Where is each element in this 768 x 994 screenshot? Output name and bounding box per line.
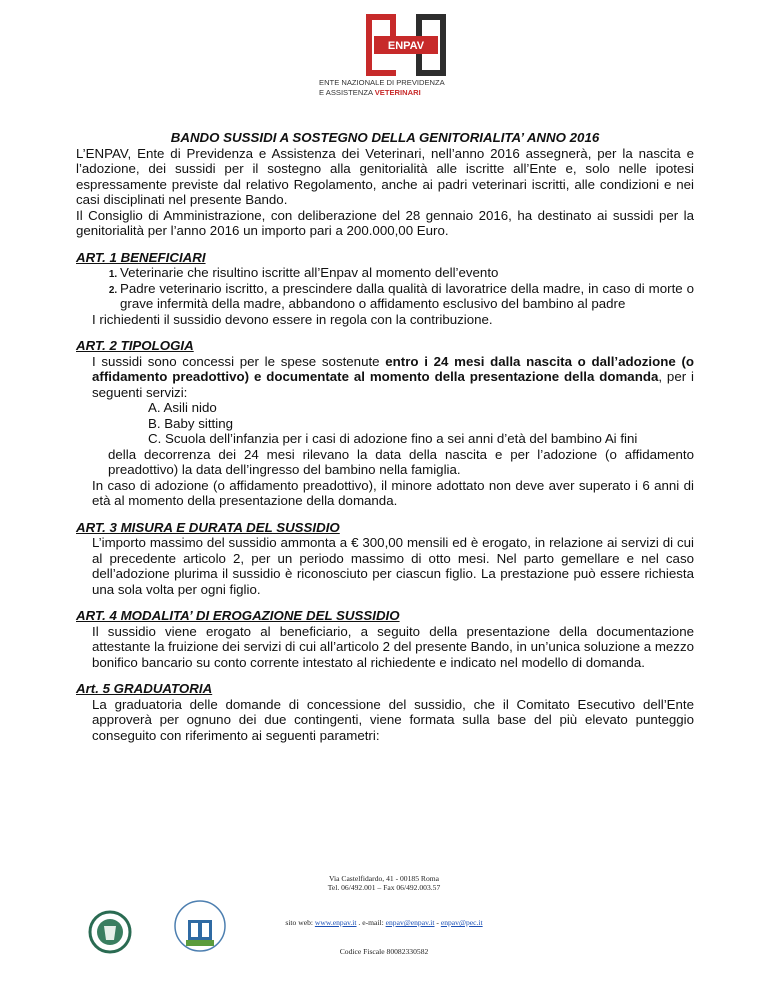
list-item: C. Scuola dell’infanzia per i casi di adozione fino a sei anni d’età del bambino Ai fini [148, 431, 638, 446]
quality-certification-icon [160, 896, 240, 956]
article-5-heading: Art. 5 GRADUATORIA [76, 681, 213, 696]
article-2-paragraph-2: In caso di adozione (o affidamento preadottivo), il minore adottato non deve aver superato i 6 anni di età al momento della presentazione della domanda. [92, 477, 694, 508]
org-name-veterinari: VETERINARI [374, 88, 421, 97]
article-1-note: I richiedenti il sussidio devono essere in regola con la contribuzione. [92, 311, 493, 327]
org-name-line2: E ASSISTENZA [319, 88, 375, 97]
accredia-seal-icon [88, 910, 132, 954]
article-4 [76, 608, 694, 670]
website-link[interactable]: www.enpav.it [314, 918, 357, 927]
article-3 [76, 520, 694, 598]
org-name-line1: ENTE NAZIONALE DI PREVIDENZA [319, 78, 445, 87]
article-5 [76, 681, 694, 743]
org-name [319, 78, 479, 98]
email-link[interactable]: enpav@enpav.it [385, 918, 435, 927]
article-4-heading: ART. 4 MODALITA’ DI EROGAZIONE DEL SUSSIDIO [76, 608, 400, 623]
article-1-heading: ART. 1 BENEFICIARI [76, 249, 206, 265]
article-2-heading: ART. 2 TIPOLOGIA [76, 338, 194, 353]
servizi-list [76, 400, 694, 447]
phone-line: Tel. 06/492.001 – Fax 06/492.003.57 [327, 883, 441, 892]
pec-email-link[interactable]: enpav@pec.it [440, 918, 483, 927]
footer-contacts: sito web: www.enpav.it . e-mail: enpav@enpav.it - enpav@pec.it [285, 918, 483, 927]
document-body [76, 130, 694, 743]
beneficiari-list [76, 265, 694, 312]
address-line: Via Castelfidardo, 41 - 00185 Roma [328, 874, 440, 883]
article-4-text: Il sussidio viene erogato al beneficiario, a seguito della presentazione della documentazione attestante la fruizione dei servizi di cui all’articolo 2 del presente Bando, in un’unica soluzione a mezzo bonifico bancario su conto corrente intestato al richiedente e indicato nel modello di domanda. [92, 623, 694, 670]
article-3-heading: ART. 3 MISURA E DURATA DEL SUSSIDIO [76, 519, 340, 535]
intro-paragraph: L’ENPAV, Ente di Previdenza e Assistenza dei Veterinari, nell’anno 2016 assegnerà, per la nascita e l’adozione, dei sussidi per il sostegno alla genitorialità alle iscritte all’Ente e, solo nelle ipotesi espressamente previste dal relativo Regolamento, anche ai padri veterinari iscritti, alle condizioni e nei casi disciplinati nel presente Bando. [76, 145, 694, 207]
article-2 [76, 338, 694, 509]
list-item: 2. Padre veterinario iscritto, a prescindere dalla qualità di lavoratrice della madre, in caso di morte o grave infermità della madre, abbandono o affidamento esclusivo del bambino al padre [120, 281, 694, 312]
fiscal-code: Codice Fiscale 80082330582 [339, 947, 429, 956]
article-5-text: La graduatoria delle domande di concessione del sussidio, che il Comitato Esecutivo dell’Ente approverà per ognuno dei due contingenti, viene formata sulla base del più elevato punteggio conseguito con riferimento ai seguenti parametri: [92, 696, 694, 743]
article-2-continuation: della decorrenza dei 24 mesi rilevano la data della nascita e per l’adozione (o affidamento preadottivo) la data dell’ingresso del bambino nella famiglia. [108, 446, 694, 477]
article-3-text: L’importo massimo del sussidio ammonta a € 300,00 mensili ed è erogato, in relazione ai servizi di cui al precedente articolo 2, per un periodo massimo di otto mesi. Nel parto gemellare e nel caso dell’adozione plurima il sussidio è riconosciuto per ciascun figlio. La prestazione può essere richiesta una sola volta per ogni figlio. [92, 535, 694, 597]
list-item: A. Asili nido [148, 400, 217, 415]
list-item: B. Baby sitting [148, 415, 233, 431]
footer-address [0, 874, 768, 892]
logo-wordmark: ENPAV [387, 40, 425, 52]
article-2-paragraph: I sussidi sono concessi per le spese sostenute entro i 24 mesi dalla nascita o dall’adozione (o affidamento preadottivo) e documentate al momento della presentazione della domanda, per i seguenti servizi: [92, 353, 694, 400]
document-title: BANDO SUSSIDI A SOSTEGNO DELLA GENITORIALITA’ ANNO 2016 [170, 130, 600, 145]
list-item: 1. Veterinarie che risultino iscritte all’Enpav al momento dell’evento [120, 265, 694, 281]
intro-paragraph-2: Il Consiglio di Amministrazione, con deliberazione del 28 gennaio 2016, ha destinato ai sussidi per la genitorialità per l’anno 2016 un importo pari a 200.000,00 Euro. [76, 207, 694, 238]
article-1 [76, 250, 694, 328]
enpav-logo [360, 14, 456, 76]
